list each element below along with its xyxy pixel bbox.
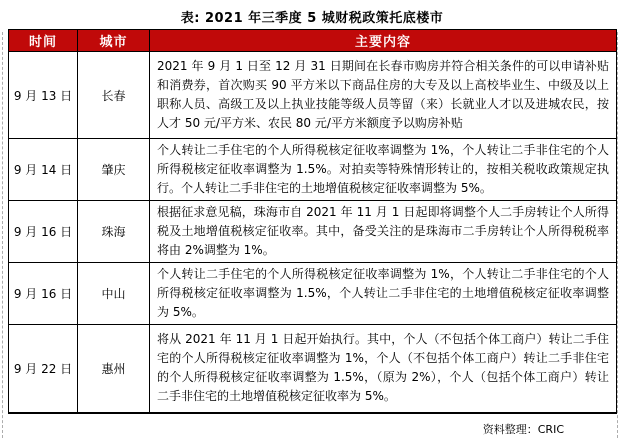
page-title: 表: 2021 年三季度 5 城财税政策托底楼市 <box>180 11 444 26</box>
table-row <box>9 263 617 325</box>
table-row <box>9 52 617 139</box>
content-cell: 2021 年 9 月 1 日至 12 月 31 日期间在长春市购房并符合相关条件的可以申请补贴和消费券，首次购买 90 平方米以下商品住房的大专及以上高校毕业生、中级及以上职称人员、高级工及以上执业技能等级人员等留（来）长就业人才以及进城农民，按人才 50 元/平方米、农民 80 元/平方米额度予以购房补贴 <box>150 52 617 139</box>
source-credit: 资料整理：CRIC <box>482 422 564 436</box>
date-cell: 9 月 16 日 <box>9 263 78 325</box>
date-cell: 9 月 22 日 <box>9 325 78 413</box>
policy-table <box>8 29 617 414</box>
content-cell: 个人转让二手住宅的个人所得税核定征收率调整为 1%，个人转让二手非住宅的个人所得税核定征收率调整为 1.5%。对拍卖等特殊情形转让的，按相关税收政策规定执行。个人转让二手非住宅的土地增值税核定征收率调整为 5%。 <box>150 139 617 201</box>
city-cell: 珠海 <box>78 201 150 263</box>
header-cell-city: 城市 <box>78 30 150 52</box>
date-cell: 9 月 16 日 <box>9 201 78 263</box>
content-cell: 将从 2021 年 11 月 1 日起开始执行。其中，个人（不包括个体工商户）转让二手住宅的个人所得税核定征收率调整为 1%，个人（不包括个体工商户）转让二手非住宅的个人所得税核定征收率调整为 1.5%，（原为 2%），个人（包括个体工商户）转让二手非住宅的土地增值税核定征收率为 5%。 <box>150 325 617 413</box>
table-row <box>9 201 617 263</box>
city-cell: 惠州 <box>78 325 150 413</box>
city-cell: 长春 <box>78 52 150 139</box>
city-cell: 肇庆 <box>78 139 150 201</box>
table-row <box>9 139 617 201</box>
date-cell: 9 月 13 日 <box>9 52 78 139</box>
content-cell: 根据征求意见稿，珠海市自 2021 年 11 月 1 日起即将调整个人二手房转让个人所得税及土地增值税核定征收率。其中，备受关注的是珠海市二手房转让个人所得税税率将由 2%调整为 1%。 <box>150 201 617 263</box>
page-break-dash-right <box>617 32 618 438</box>
date-cell: 9 月 14 日 <box>9 139 78 201</box>
city-cell: 中山 <box>78 263 150 325</box>
header-cell-content: 主要内容 <box>150 30 617 52</box>
header-row <box>9 30 617 52</box>
content-cell: 个人转让二手住宅的个人所得税核定征收率调整为 1%，个人转让二手非住宅的个人所得税核定征收率调整为 1.5%，个人转让二手非住宅的土地增值税核定征收率调整为 5%。 <box>150 263 617 325</box>
page-break-dash-left <box>2 32 3 438</box>
table-row <box>9 325 617 413</box>
header-cell-time: 时间 <box>9 30 78 52</box>
